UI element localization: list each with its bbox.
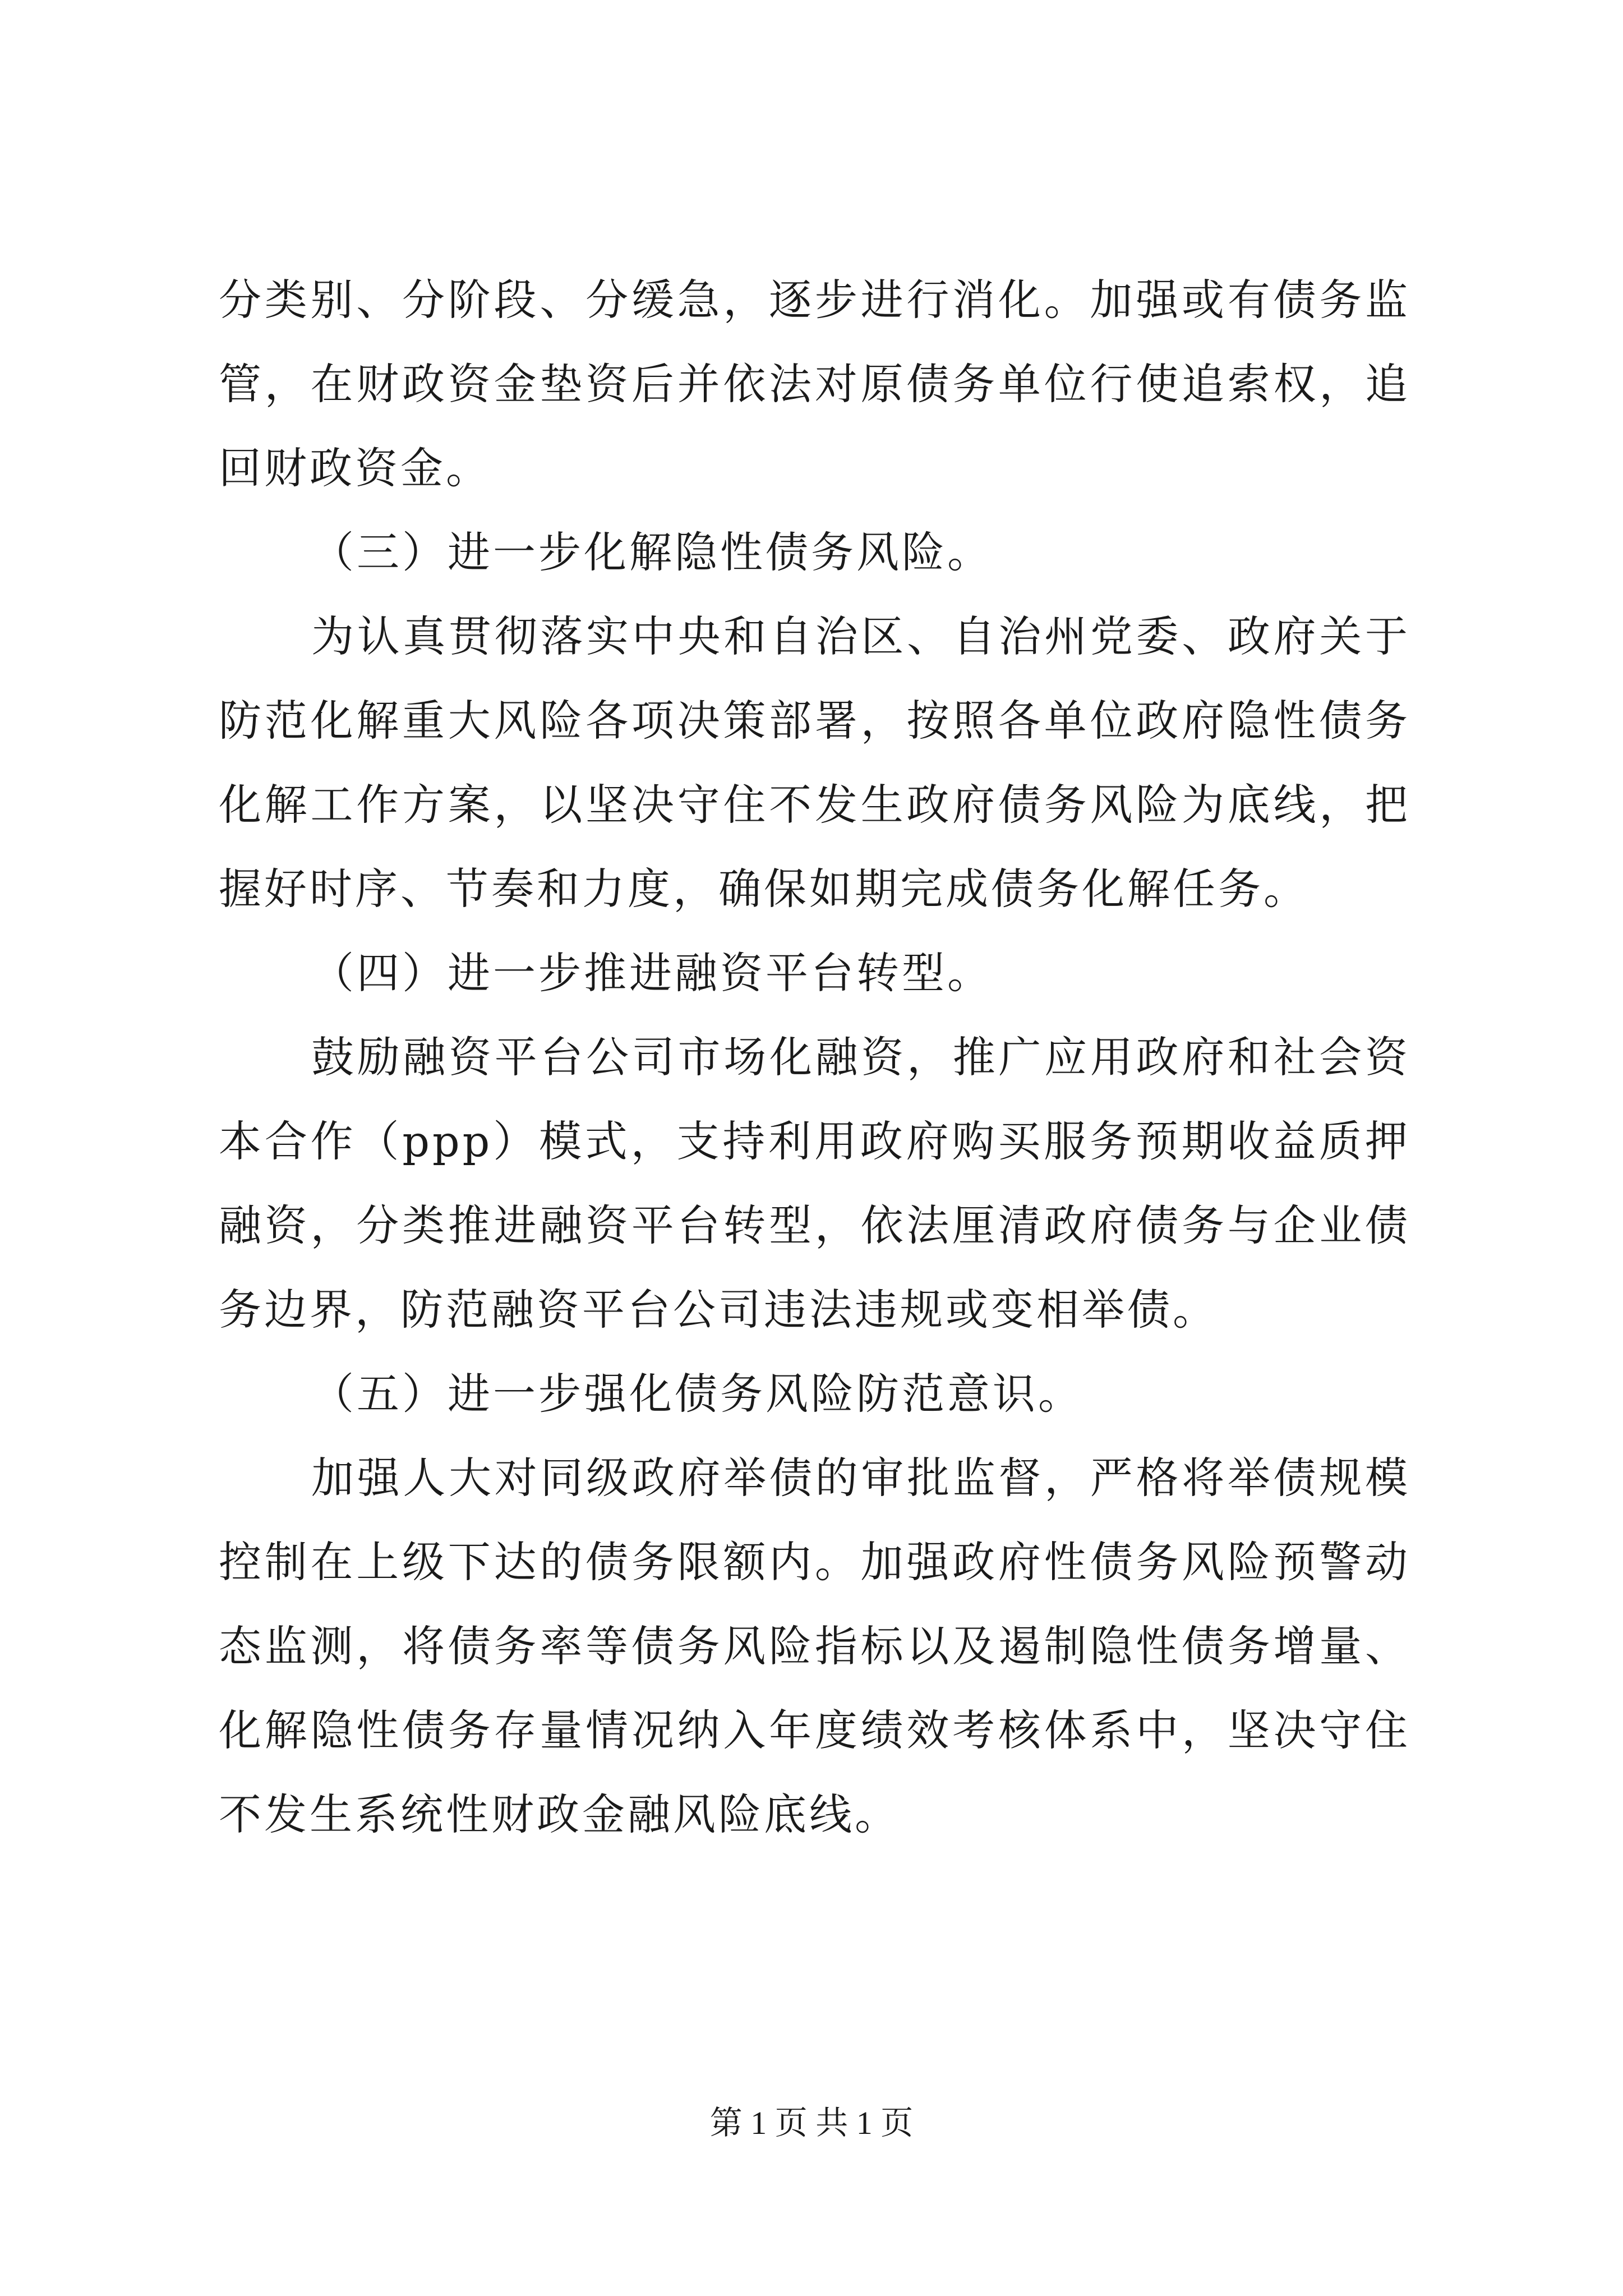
section-heading-5: （五）进一步强化债务风险防范意识。: [311, 1369, 1083, 1419]
paragraph-financing-platform: 鼓励融资平台公司市场化融资，推广应用政府和社会资本合作（ppp）模式，支持利用政府购买服务预期收益质押融资，分类推进融资平台转型，依法厘清政府债务与企业债务边界，防范融资平台公司违法违规或变相举债。: [219, 1032, 1410, 1335]
paragraph-hidden-debt: 为认真贯彻落实中央和自治区、自治州党委、政府关于防范化解重大风险各项决策部署，按照各单位政府隐性债务化解工作方案，以坚决守住不发生政府债务风险为底线，把握好时序、节奏和力度，确保如期完成债务化解任务。: [219, 611, 1410, 914]
section-heading-4: （四）进一步推进融资平台转型。: [311, 948, 993, 998]
section-heading-3: （三）进一步化解隐性债务风险。: [311, 527, 993, 577]
page-footer: [0, 2101, 1623, 2146]
page-number-label: 第 1 页 共 1 页: [709, 2105, 914, 2141]
document-body: [219, 258, 1410, 1857]
paragraph-risk-awareness: 加强人大对同级政府举债的审批监督，严格将举债规模控制在上级下达的债务限额内。加强政府性债务风险预警动态监测，将债务率等债务风险指标以及遏制隐性债务增量、化解隐性债务存量情况纳入年度绩效考核体系中，坚决守住不发生系统性财政金融风险底线。: [219, 1453, 1410, 1839]
paragraph-continuation: 分类别、分阶段、分缓急，逐步进行消化。加强或有债务监管，在财政资金垫资后并依法对原债务单位行使追索权，追回财政资金。: [219, 275, 1410, 493]
